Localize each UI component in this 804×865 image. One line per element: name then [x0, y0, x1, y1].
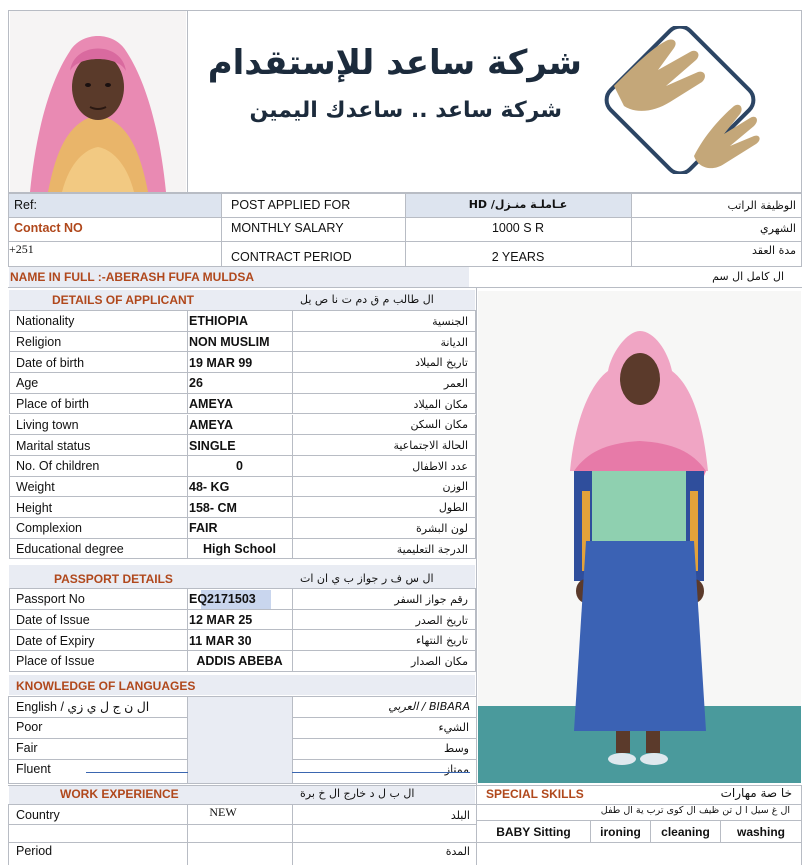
detail-value: ETHIOPIA	[189, 314, 249, 329]
passport-label: Passport No	[16, 592, 85, 607]
salary-label: MONTHLY SALARY	[231, 221, 344, 235]
passport-ar: مكان الصدار	[411, 654, 468, 668]
passport-label: Place of Issue	[16, 654, 95, 669]
period-ar: المدة	[445, 845, 470, 858]
passport-ar: رقم جواز السفر	[394, 592, 468, 606]
experience-title-ar: ال ب ل د خارج ال خ برة	[300, 787, 415, 800]
detail-value: AMEYA	[189, 417, 233, 432]
detail-ar: الديانة	[440, 335, 468, 349]
period-label: Period	[16, 844, 53, 858]
detail-value: 0	[236, 459, 243, 474]
skills-sub-ar: ال غ سيل ا ل تن ظيف ال كوى ترب ية ال طفل	[600, 805, 790, 816]
passport-value: 11 MAR 30	[189, 633, 252, 648]
detail-row	[9, 518, 476, 539]
detail-row	[9, 497, 476, 518]
detail-ar: العمر	[443, 376, 468, 390]
detail-label: Marital status	[16, 438, 91, 453]
full-name: NAME IN FULL :-ABERASH FUFA MULDSA	[10, 270, 254, 284]
detail-value: 48- KG	[189, 479, 230, 494]
hands-logo-icon	[594, 26, 770, 174]
passport-value: ADDIS ABEBA	[196, 654, 283, 669]
detail-value: NON MUSLIM	[189, 335, 270, 350]
portrait-divider	[187, 10, 188, 193]
country-label: Country	[16, 808, 60, 822]
detail-label: Educational degree	[16, 542, 124, 557]
detail-label: Date of birth	[16, 355, 85, 370]
skills-title: SPECIAL SKILLS	[486, 787, 584, 801]
passport-row	[9, 589, 476, 610]
arabic-value: BIBARA / العربي	[388, 700, 470, 713]
detail-ar: عدد الاطفال	[412, 459, 468, 473]
detail-value: FAIR	[189, 521, 218, 536]
passport-ar: تاريخ النتهاء	[415, 634, 468, 648]
post-label: POST APPLIED FOR	[231, 198, 351, 212]
detail-value: SINGLE	[189, 438, 236, 453]
detail-label: Weight	[16, 479, 55, 494]
portrait-photo	[10, 11, 186, 192]
detail-ar: الحالة الاجتماعية	[393, 439, 468, 453]
passport-value: EQ2171503	[189, 592, 256, 607]
detail-value: 158- CM	[189, 500, 237, 515]
contract-ar: مدة العقد	[752, 244, 796, 257]
detail-value: AMEYA	[189, 397, 233, 412]
detail-row	[9, 415, 476, 436]
detail-row	[9, 435, 476, 456]
passport-row	[9, 610, 476, 631]
detail-label: Complexion	[16, 521, 83, 536]
salary-value: 1000 S R	[491, 221, 545, 235]
experience-title: WORK EXPERIENCE	[60, 787, 179, 801]
full-body-photo	[478, 291, 801, 783]
detail-ar: لون البشرة	[416, 521, 468, 535]
company-name: شركة ساعد للإستقدام	[207, 43, 582, 83]
language-level-ar: الشيء	[438, 721, 469, 734]
country-value: NEW	[209, 805, 237, 819]
passport-title: PASSPORT DETAILS	[54, 572, 173, 586]
skill-cleaning: cleaning	[661, 825, 710, 839]
skill-washing: washing	[736, 825, 785, 839]
detail-label: Place of birth	[16, 397, 89, 412]
ref-label: Ref:	[14, 198, 37, 212]
fluent-underline	[86, 772, 188, 773]
language-level-label: Fair	[16, 741, 38, 755]
company-slogan: شركة ساعد .. ساعدك اليمين	[249, 98, 562, 123]
details-title: DETAILS OF APPLICANT	[52, 293, 194, 307]
detail-ar: تاريخ الميلاد	[415, 356, 468, 370]
detail-ar: الدرجة التعليمية	[396, 542, 468, 556]
passport-row	[9, 651, 476, 672]
language-level-label: Fluent	[16, 762, 51, 776]
detail-ar: مكان السكن	[410, 418, 468, 432]
detail-label: Religion	[16, 335, 62, 350]
detail-ar: الجنسية	[432, 314, 468, 328]
passport-row	[9, 630, 476, 651]
ref-shade	[9, 193, 221, 217]
english-label: English / ال ن ج ل ي زي	[16, 700, 150, 714]
contact-label: Contact NO	[14, 221, 83, 235]
language-level-label: Poor	[16, 720, 43, 734]
contract-label: CONTRACT PERIOD	[231, 250, 352, 264]
detail-row	[9, 456, 476, 477]
detail-label: No. Of children	[16, 459, 100, 474]
language-level-ar: وسط	[444, 742, 469, 755]
language-level-ar: ممتاز	[444, 763, 469, 776]
fluent-underline-ar	[292, 772, 470, 773]
detail-label: Living town	[16, 417, 79, 432]
skill-ironing: ironing	[600, 825, 641, 839]
details-title-ar: ال طالب م ق دم ت نا ص يل	[300, 293, 434, 306]
detail-row	[9, 394, 476, 415]
detail-value: 26	[189, 376, 203, 391]
detail-row	[9, 539, 476, 560]
detail-row	[9, 352, 476, 373]
contact-value: +251	[9, 242, 34, 256]
post-ar: الوظيفة الراتب	[727, 199, 796, 212]
detail-row	[9, 332, 476, 353]
country-ar: البلد	[450, 809, 470, 822]
passport-value: 12 MAR 25	[189, 613, 253, 628]
passport-label: Date of Issue	[16, 613, 90, 628]
detail-label: Nationality	[16, 314, 75, 329]
post-value: عـاملـة منـزل/ HD	[468, 198, 568, 211]
detail-ar: الوزن	[442, 480, 468, 494]
detail-value: 19 MAR 99	[189, 355, 253, 370]
skill-baby-sitting: BABY Sitting	[496, 825, 571, 839]
detail-ar: مكان الميلاد	[413, 397, 468, 411]
detail-row	[9, 311, 476, 332]
passport-label: Date of Expiry	[16, 633, 95, 648]
languages-title: KNOWLEDGE OF LANGUAGES	[16, 679, 196, 693]
salary-ar: الشهري	[760, 222, 796, 235]
contract-value: 2 YEARS	[491, 250, 545, 264]
detail-label: Age	[16, 376, 39, 391]
passport-title-ar: ال س ف ر جواز ب ي ان ات	[300, 572, 434, 585]
detail-row	[9, 477, 476, 498]
passport-ar: تاريخ الصدر	[415, 613, 468, 627]
detail-row	[9, 373, 476, 394]
detail-label: Height	[16, 500, 53, 515]
skills-title-ar: خا صة مهارات	[720, 786, 792, 800]
full-name-ar: ال كامل ال سم	[712, 270, 784, 283]
detail-value: High School	[203, 542, 276, 557]
detail-ar: الطول	[438, 501, 468, 515]
